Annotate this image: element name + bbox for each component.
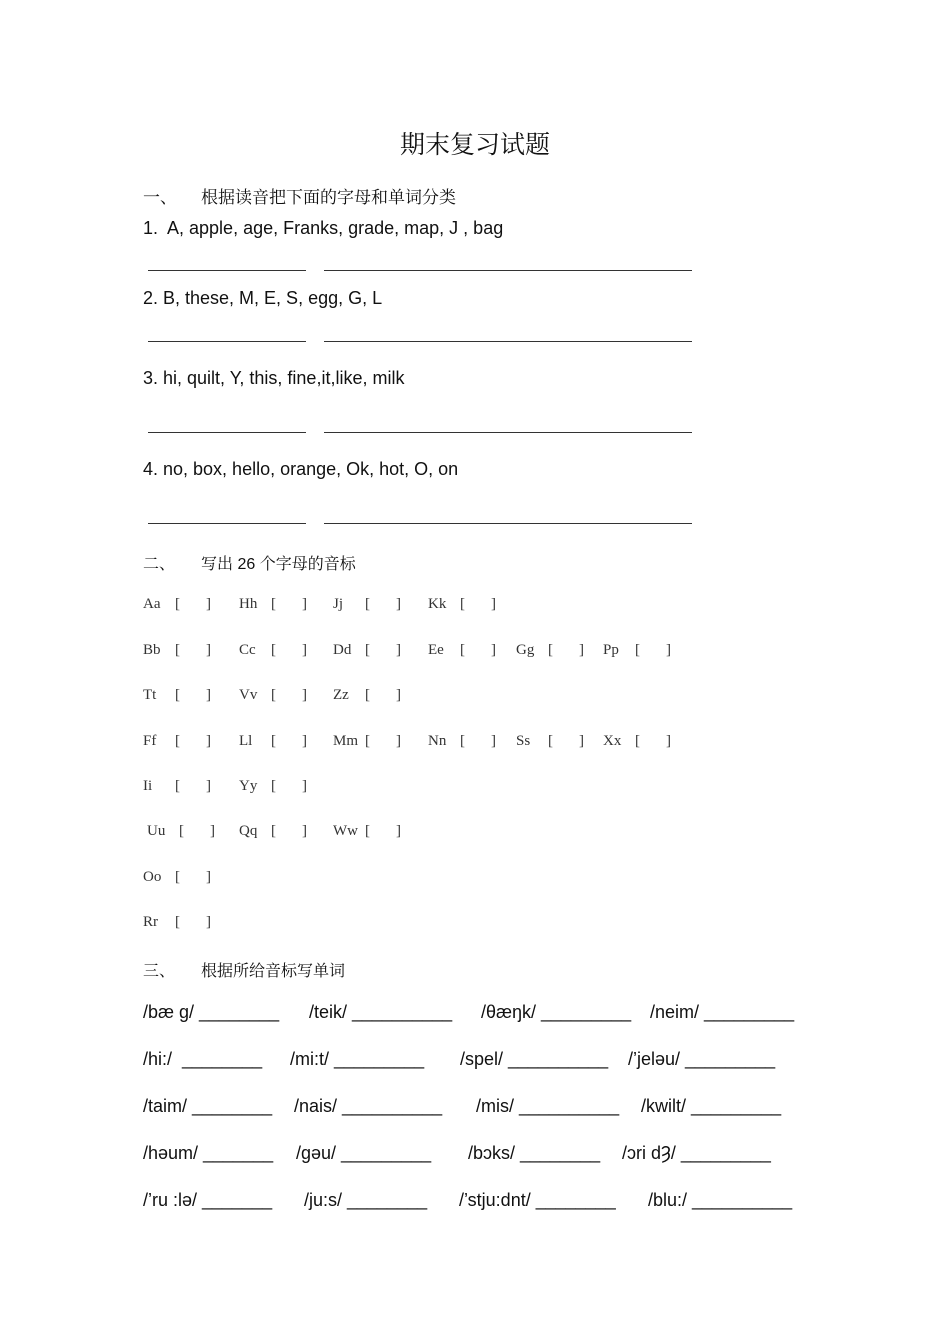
letter-label: Ww (333, 823, 358, 839)
bracket-open: [ (175, 914, 180, 930)
letter-label: Dd (333, 642, 352, 658)
section2-number: 二、 (143, 556, 176, 573)
bracket-open: [ (271, 733, 276, 749)
section3-number: 三、 (143, 963, 176, 980)
phonetic-item[interactable]: /’ru :lə/ _______ (143, 1190, 273, 1210)
phonetic-item[interactable]: /bæ g/ ________ (143, 1002, 280, 1022)
letter-label: Vv (239, 687, 258, 703)
bracket-open: [ (548, 642, 553, 658)
phonetic-item[interactable]: /kwilt/ _________ (641, 1096, 782, 1116)
letter-label: Zz (333, 687, 349, 703)
bracket-open: [ (271, 596, 276, 612)
letter-label: Ll (239, 733, 253, 749)
bracket-close: ] (666, 733, 671, 749)
bracket-open: [ (460, 596, 465, 612)
phonetic-item[interactable]: /taim/ ________ (143, 1096, 273, 1116)
letter-label: Gg (516, 642, 535, 658)
answer-line-1b[interactable] (324, 270, 692, 271)
bracket-open: [ (271, 823, 276, 839)
bracket-close: ] (206, 914, 211, 930)
letter-label: Mm (333, 733, 359, 749)
answer-line-2b[interactable] (324, 341, 692, 342)
answer-line-3b[interactable] (324, 432, 692, 433)
bracket-close: ] (206, 596, 211, 612)
bracket-open: [ (175, 687, 180, 703)
question-3: 3. hi, quilt, Y, this, fine,it,like, milk (143, 368, 405, 388)
letter-label: Tt (143, 687, 157, 703)
bracket-close: ] (396, 596, 401, 612)
phonetic-item[interactable]: /θæŋk/ _________ (481, 1002, 632, 1022)
bracket-open: [ (365, 733, 370, 749)
letter-label: Xx (603, 733, 622, 749)
letter-label: Ii (143, 778, 153, 794)
bracket-close: ] (206, 642, 211, 658)
letter-label: Pp (603, 642, 619, 658)
letter-label: Ff (143, 733, 157, 749)
bracket-close: ] (206, 687, 211, 703)
bracket-close: ] (491, 733, 496, 749)
section1-number: 一、 (143, 188, 177, 207)
bracket-open: [ (175, 733, 180, 749)
bracket-open: [ (635, 733, 640, 749)
page-title: 期末复习试题 (399, 131, 550, 159)
phonetic-item[interactable]: /mi:t/ _________ (290, 1049, 425, 1069)
bracket-close: ] (491, 642, 496, 658)
phonetic-item[interactable]: /mis/ __________ (476, 1096, 620, 1116)
bracket-close: ] (206, 778, 211, 794)
answer-line-4b[interactable] (324, 523, 692, 524)
bracket-close: ] (396, 687, 401, 703)
bracket-open: [ (635, 642, 640, 658)
bracket-close: ] (396, 823, 401, 839)
bracket-close: ] (579, 733, 584, 749)
phonetic-item[interactable]: /’stju:dnt/ ________ (459, 1190, 616, 1210)
phonetic-item[interactable]: /gəu/ _________ (296, 1143, 432, 1163)
letter-label: Rr (143, 914, 158, 930)
bracket-close: ] (579, 642, 584, 658)
letter-label: Ee (428, 642, 444, 658)
answer-line-2a[interactable] (148, 341, 306, 342)
bracket-open: [ (460, 733, 465, 749)
letter-label: Nn (428, 733, 447, 749)
section2-heading: 写出 26 个字母的音标 (201, 556, 356, 573)
bracket-open: [ (271, 687, 276, 703)
phonetic-item[interactable]: /teik/ __________ (309, 1002, 453, 1022)
bracket-open: [ (179, 823, 184, 839)
phonetic-item[interactable]: /hi:/ ________ (143, 1049, 263, 1069)
question-4: 4. no, box, hello, orange, Ok, hot, O, on (143, 459, 459, 479)
bracket-open: [ (271, 642, 276, 658)
bracket-close: ] (302, 778, 307, 794)
section3-heading: 根据所给音标写单词 (201, 963, 346, 980)
bracket-close: ] (396, 642, 401, 658)
bracket-close: ] (666, 642, 671, 658)
letter-label: Uu (147, 823, 166, 839)
bracket-open: [ (175, 642, 180, 658)
bracket-open: [ (175, 778, 180, 794)
answer-line-4a[interactable] (148, 523, 306, 524)
letter-label: Ss (516, 733, 531, 749)
bracket-close: ] (302, 642, 307, 658)
bracket-close: ] (302, 596, 307, 612)
letter-label: Jj (333, 596, 344, 612)
letter-label: Kk (428, 596, 447, 612)
bracket-close: ] (210, 823, 215, 839)
bracket-close: ] (302, 687, 307, 703)
question-1: 1. A, apple, age, Franks, grade, map, J , bag (143, 218, 504, 238)
letter-label: Cc (239, 642, 256, 658)
question-2: 2. B, these, M, E, S, egg, G, L (143, 288, 383, 308)
section1-heading: 根据读音把下面的字母和单词分类 (201, 188, 456, 207)
bracket-close: ] (302, 823, 307, 839)
phonetic-item[interactable]: /həum/ _______ (143, 1143, 274, 1163)
answer-line-3a[interactable] (148, 432, 306, 433)
phonetic-item[interactable]: /spel/ __________ (460, 1049, 609, 1069)
bracket-close: ] (302, 733, 307, 749)
bracket-open: [ (365, 687, 370, 703)
phonetic-item[interactable]: /nais/ __________ (294, 1096, 443, 1116)
phonetic-item[interactable]: /ɔri dȜ/ _________ (622, 1143, 771, 1163)
bracket-open: [ (175, 596, 180, 612)
bracket-close: ] (396, 733, 401, 749)
phonetic-item[interactable]: /ju:s/ ________ (304, 1190, 428, 1210)
letter-label: Bb (143, 642, 161, 658)
letter-label: Aa (143, 596, 161, 612)
bracket-open: [ (365, 596, 370, 612)
answer-line-1a[interactable] (148, 270, 306, 271)
letter-label: Qq (239, 823, 258, 839)
phonetic-item[interactable]: /blu:/ __________ (648, 1190, 793, 1210)
bracket-close: ] (491, 596, 496, 612)
phonetic-item[interactable]: /’jeləu/ _________ (628, 1049, 776, 1069)
bracket-open: [ (365, 823, 370, 839)
bracket-open: [ (460, 642, 465, 658)
letter-label: Hh (239, 596, 258, 612)
phonetic-item[interactable]: /neim/ _________ (650, 1002, 795, 1022)
bracket-open: [ (365, 642, 370, 658)
bracket-open: [ (271, 778, 276, 794)
bracket-open: [ (548, 733, 553, 749)
letter-label: Yy (239, 778, 258, 794)
bracket-open: [ (175, 869, 180, 885)
bracket-close: ] (206, 869, 211, 885)
phonetic-item[interactable]: /bɔks/ ________ (468, 1143, 601, 1163)
letter-label: Oo (143, 869, 162, 885)
bracket-close: ] (206, 733, 211, 749)
